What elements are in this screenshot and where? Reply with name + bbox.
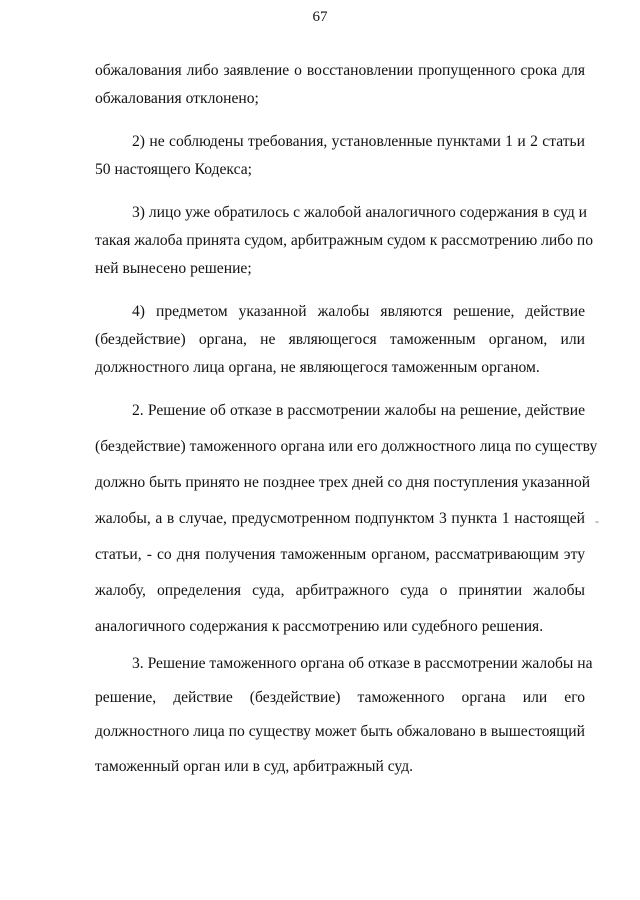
paragraph-3-line: ней вынесено решение; bbox=[95, 260, 252, 277]
paragraph-2-line: 50 настоящего Кодекса; bbox=[95, 161, 252, 178]
paragraph-1-line: обжалования либо заявление о восстановлении пропущенного срока для bbox=[95, 62, 585, 79]
paragraph-6-line: должностного лица по существу может быть обжаловано в вышестоящий bbox=[95, 723, 585, 740]
paragraph-1-line: обжалования отклонено; bbox=[95, 90, 259, 107]
paragraph-6-line: 3. Решение таможенного органа об отказе в рассмотрении жалобы на bbox=[132, 655, 593, 672]
paragraph-2-line: 2) не соблюдены требования, установленные пунктами 1 и 2 статьи bbox=[132, 133, 585, 150]
paragraph-4-line: (бездействие) органа, не являющегося таможенным органом, или bbox=[95, 331, 585, 348]
paragraph-5-line: 2. Решение об отказе в рассмотрении жалобы на решение, действие bbox=[132, 402, 585, 419]
paragraph-3-line: 3) лицо уже обратилось с жалобой аналогичного содержания в суд и bbox=[132, 204, 588, 221]
paragraph-5-line: должно быть принято не позднее трех дней со дня поступления указанной bbox=[95, 474, 591, 491]
paragraph-4-line: должностного лица органа, не являющегося таможенным органом. bbox=[95, 359, 540, 376]
paragraph-5-line: (бездействие) таможенного органа или его должностного лица по существу bbox=[95, 438, 598, 455]
margin-mark: - bbox=[595, 514, 599, 528]
paragraph-5-line: жалобу, определения суда, арбитражного суда о принятии жалобы bbox=[95, 582, 585, 599]
paragraph-4-line: 4) предметом указанной жалобы являются решение, действие bbox=[132, 303, 585, 320]
paragraph-5-line: жалобы, а в случае, предусмотренном подпунктом 3 пункта 1 настоящей bbox=[95, 510, 585, 527]
paragraph-6-line: таможенный орган или в суд, арбитражный суд. bbox=[95, 758, 414, 775]
paragraph-5-line: статьи, - со дня получения таможенным органом, рассматривающим эту bbox=[95, 546, 585, 563]
page-number: 67 bbox=[312, 9, 328, 25]
paragraph-5-line: аналогичного содержания к рассмотрению или судебного решения. bbox=[95, 618, 544, 635]
paragraph-6-line: решение, действие (бездействие) таможенного органа или его bbox=[95, 689, 585, 706]
paragraph-3-line: такая жалоба принята судом, арбитражным судом к рассмотрению либо по bbox=[95, 232, 594, 249]
